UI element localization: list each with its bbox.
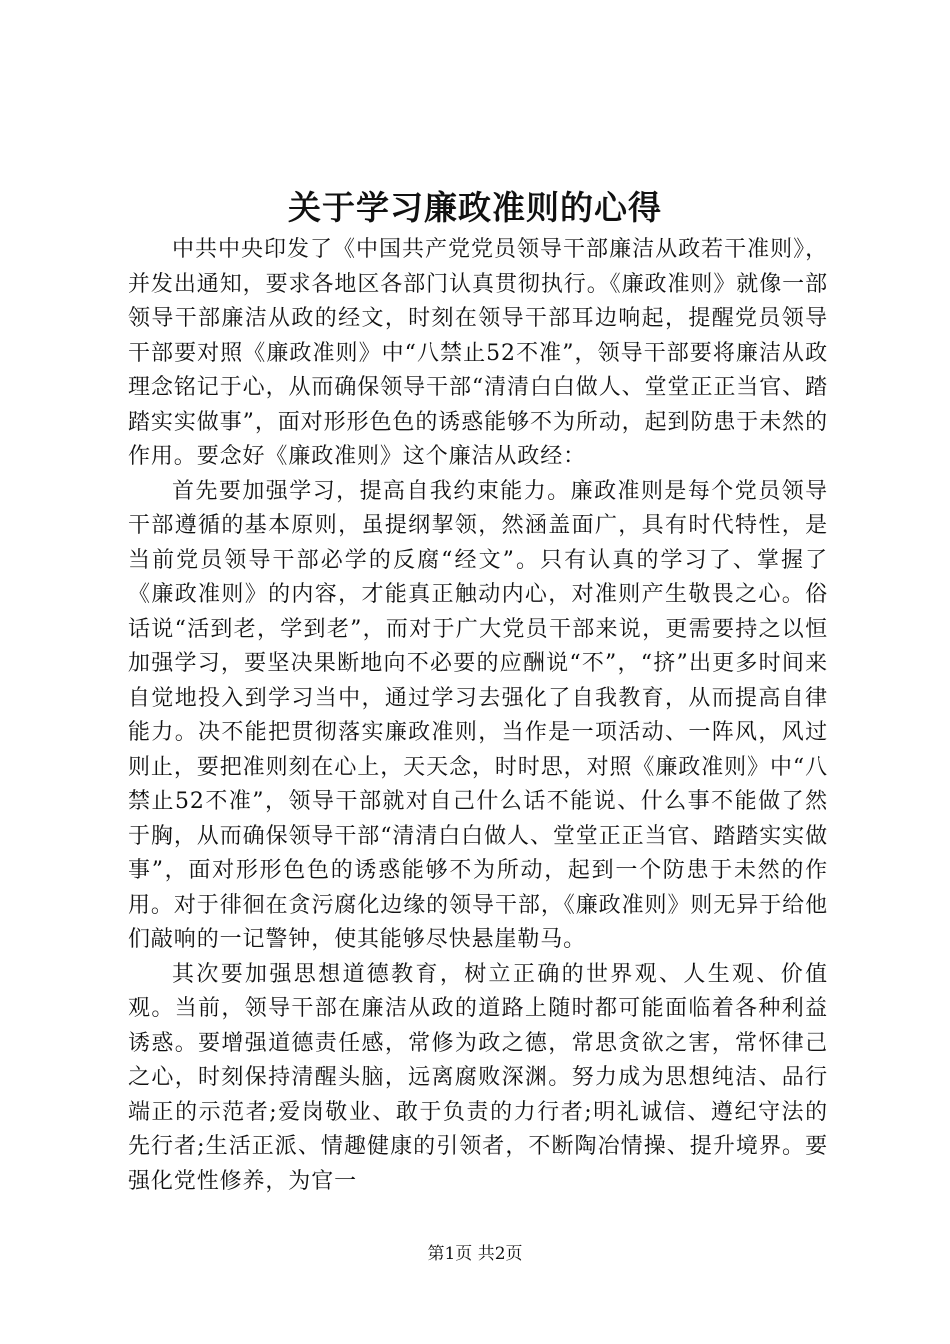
document-title: 关于学习廉政准则的心得 bbox=[288, 188, 662, 227]
page-footer: 第1页 共2页 bbox=[427, 1244, 523, 1264]
document-body bbox=[128, 233, 828, 1199]
paragraph-intro: 中共中央印发了《中国共产党党员领导干部廉洁从政若干准则》，并发出通知，要求各地区各部门认真贯彻执行。《廉政准则》就像一部领导干部廉洁从政的经文，时刻在领导干部耳边响起，提醒党员领导干部要对照《廉政准则》中“八禁止52不准”，领导干部要将廉洁从政理念铭记于心，从而确保领导干部“清清白白做人、堂堂正正当官、踏踏实实做事”，面对形形色色的诱惑能够不为所动，起到防患于未然的作用。要念好《廉政准则》这个廉洁从政经： bbox=[128, 237, 828, 469]
paragraph-study: 首先要加强学习，提高自我约束能力。廉政准则是每个党员领导干部遵循的基本原则，虽提纲挈领，然涵盖面广，具有时代特性，是当前党员领导干部必学的反腐“经文”。只有认真的学习了、掌握了《廉政准则》的内容，才能真正触动内心，对准则产生敬畏之心。俗话说“活到老，学到老”，而对于广大党员干部来说，更需要持之以恒加强学习，要坚决果断地向不必要的应酬说“不”，“挤”出更多时间来自觉地投入到学习当中，通过学习去强化了自我教育，从而提高自律能力。决不能把贯彻落实廉政准则，当作是一项活动、一阵风，风过则止，要把准则刻在心上，天天念，时时思，对照《廉政准则》中“八禁止52不准”，领导干部就对自己什么话不能说、什么事不能做了然于胸，从而确保领导干部“清清白白做人、堂堂正正当官、踏踏实实做事”，面对形形色色的诱惑能够不为所动，起到一个防患于未然的作用。对于徘徊在贪污腐化边缘的领导干部，《廉政准则》则无异于给他们敲响的一记警钟，使其能够尽快悬崖勒马。 bbox=[128, 478, 828, 952]
paragraph-moral-education: 其次要加强思想道德教育，树立正确的世界观、人生观、价值观。当前，领导干部在廉洁从政的道路上随时都可能面临着各种利益诱惑。要增强道德责任感，常修为政之德，常思贪欲之害，常怀律己之心，时刻保持清醒头脑，远离腐败深渊。努力成为思想纯洁、品行端正的示范者;爱岗敬业、敢于负责的力行者;明礼诚信、遵纪守法的先行者;生活正派、情趣健康的引领者，不断陶冶情操、提升境界。要强化党性修养，为官一 bbox=[128, 961, 828, 1194]
